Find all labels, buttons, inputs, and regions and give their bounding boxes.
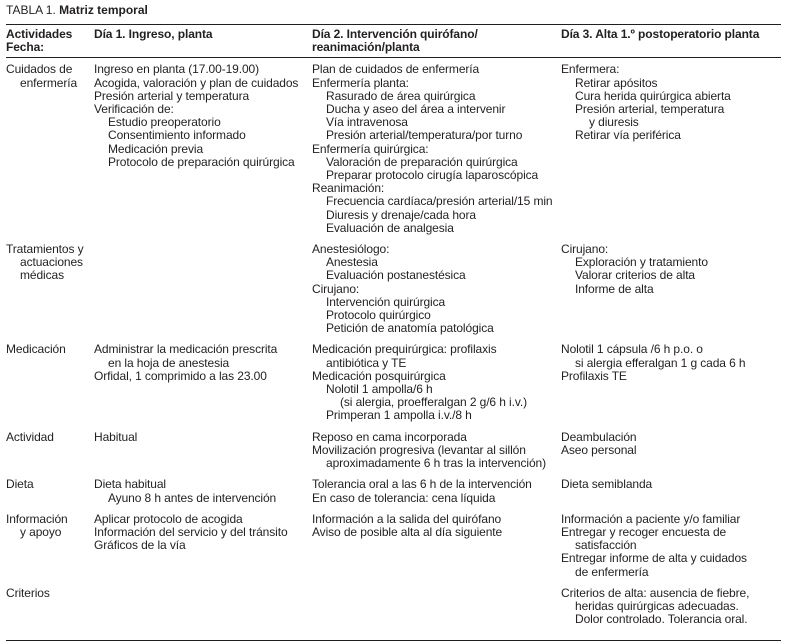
cell-line: Información a paciente y/o familiar — [561, 511, 741, 526]
cell-line: Retirar vía periférica — [575, 128, 681, 143]
cell-line: Acogida, valoración y plan de cuidados — [94, 75, 299, 90]
cell-line: Exploración y tratamiento — [575, 255, 708, 270]
cell-line: Reanimación: — [312, 181, 385, 196]
cell-line: Ingreso en planta (17.00-19.00) — [94, 62, 260, 77]
table-row — [6, 343, 781, 430]
table-caption-label: TABLA 1. — [6, 3, 56, 17]
cell-line: Protocolo de preparación quirúrgica — [108, 154, 295, 169]
cell-line: Intervención quirúrgica — [326, 294, 446, 309]
cell-line: Medicación previa — [108, 141, 204, 156]
cell-line: antibiótica y TE — [326, 355, 407, 370]
header-day1 — [94, 25, 312, 54]
cell-line: Entregar informe de alta y cuidados — [561, 551, 747, 566]
day1-cell — [94, 587, 312, 635]
cell-line: Tolerancia oral a las 6 h de la intervención — [312, 477, 532, 492]
cell-line: Ducha y aseo del área a intervenir — [326, 102, 506, 117]
cell-line: Movilización progresiva (levantar al sillón — [312, 442, 526, 457]
day3-cell — [561, 513, 781, 587]
table-caption — [6, 3, 781, 19]
cell-line: Petición de anatomía patológica — [326, 321, 494, 336]
activity-cell — [6, 243, 94, 343]
cell-line: Ayuno 8 h antes de intervención — [108, 490, 277, 505]
activity-cell — [6, 513, 94, 587]
cell-line: Preparar protocolo cirugía laparoscópica — [326, 168, 539, 183]
cell-line: Protocolo quirúrgico — [326, 308, 431, 323]
activity-cell — [6, 343, 94, 430]
table-row — [6, 513, 781, 587]
day3-cell — [561, 243, 781, 343]
cell-line: Aplicar protocolo de acogida — [94, 511, 243, 526]
header-line: Fecha: — [6, 40, 45, 55]
cell-line: Aviso de posible alta al día siguiente — [312, 524, 503, 539]
cell-line: y diuresis — [589, 115, 639, 130]
header-line: Día 2. Intervención quirófano/ — [312, 27, 478, 41]
activity-label-line: enfermería — [20, 75, 78, 90]
cell-line: Consentimiento informado — [108, 128, 246, 143]
cell-line: Información del servicio y del tránsito — [94, 524, 288, 539]
day2-cell — [312, 431, 561, 479]
cell-line: Dieta semiblanda — [561, 477, 653, 492]
activity-cell — [6, 431, 94, 479]
cell-line: Reposo en cama incorporada — [312, 429, 467, 444]
cell-line: Cirujano: — [561, 242, 609, 257]
header-day3 — [561, 25, 781, 54]
cell-line: Cura herida quirúrgica abierta — [575, 88, 731, 103]
header-line: Día 3. Alta 1.º postoperatorio planta — [561, 27, 760, 41]
cell-line: Medicación prequirúrgica: profilaxis — [312, 342, 497, 357]
cell-line: Retirar apósitos — [575, 75, 658, 90]
activity-label-line: Medicación — [6, 342, 66, 357]
table-body — [6, 58, 781, 634]
day2-cell — [312, 587, 561, 635]
day2-cell — [312, 478, 561, 512]
activity-cell — [6, 478, 94, 512]
cell-line: Dieta habitual — [94, 477, 166, 492]
day1-cell — [94, 431, 312, 479]
day2-cell — [312, 243, 561, 343]
cell-line: Evaluación postanestésica — [326, 268, 466, 283]
document — [6, 3, 781, 641]
table-row — [6, 243, 781, 343]
activity-label-line: Información — [6, 511, 68, 526]
matrix-table — [6, 25, 781, 54]
activity-label-line: y apoyo — [20, 524, 62, 539]
header-activities — [6, 25, 94, 54]
day3-cell — [561, 343, 781, 430]
cell-line: Presión arterial y temperatura — [94, 88, 250, 103]
cell-line: Presión arterial, temperatura — [575, 102, 725, 117]
cell-line: (si alergia, proefferalgan 2 g/6 h i.v.) — [340, 395, 527, 410]
cell-line: Criterios de alta: ausencia de fiebre, — [561, 585, 750, 600]
activity-label-line: Tratamientos y — [6, 242, 84, 257]
header-row — [6, 25, 781, 54]
cell-line: Frecuencia cardíaca/presión arterial/15 min — [326, 194, 553, 209]
cell-line: si alergia efferalgan 1 g cada 6 h — [575, 355, 746, 370]
day1-cell — [94, 478, 312, 512]
cell-line: Rasurado de área quirúrgica — [326, 88, 476, 103]
cell-line: Enfermería planta: — [312, 75, 409, 90]
cell-line: Enfermera: — [561, 62, 620, 77]
table-row — [6, 478, 781, 512]
header-line: Día 1. Ingreso, planta — [94, 27, 213, 41]
activity-cell — [6, 58, 94, 243]
day2-cell — [312, 343, 561, 430]
cell-line: heridas quirúrgicas adecuadas. — [575, 598, 739, 613]
cell-line: Anestesiólogo: — [312, 242, 390, 257]
cell-line: Cirujano: — [312, 281, 360, 296]
day1-cell — [94, 243, 312, 343]
day3-cell — [561, 587, 781, 635]
cell-line: Orfidal, 1 comprimido a las 23.00 — [94, 368, 267, 383]
cell-line: Valorar criterios de alta — [575, 268, 695, 283]
table-row — [6, 58, 781, 243]
activity-label-line: Actividad — [6, 429, 54, 444]
activity-cell — [6, 587, 94, 635]
day1-cell — [94, 58, 312, 243]
header-day2 — [312, 25, 561, 54]
day1-cell — [94, 513, 312, 587]
activity-label-line: médicas — [20, 268, 64, 283]
cell-line: Evaluación de analgesia — [326, 220, 454, 235]
cell-line: Valoración de preparación quirúrgica — [326, 154, 518, 169]
cell-line: Deambulación — [561, 429, 637, 444]
table-row — [6, 587, 781, 635]
cell-line: Administrar la medicación prescrita — [94, 342, 278, 357]
cell-line: Nolotil 1 cápsula /6 h p.o. o — [561, 342, 703, 357]
cell-line: Profilaxis TE — [561, 368, 627, 383]
cell-line: Medicación posquirúrgica — [312, 368, 446, 383]
cell-line: Plan de cuidados de enfermería — [312, 62, 480, 77]
cell-line: satisfacción — [575, 538, 637, 553]
cell-line: en la hoja de anestesia — [108, 355, 230, 370]
cell-line: Primperan 1 ampolla i.v./8 h — [326, 408, 472, 423]
matrix-table-body — [6, 58, 781, 634]
cell-line: Habitual — [94, 429, 138, 444]
cell-line: Gráficos de la vía — [94, 538, 186, 553]
cell-line: Verificación de: — [94, 102, 174, 117]
day2-cell — [312, 513, 561, 587]
day3-cell — [561, 478, 781, 512]
cell-line: Vía intravenosa — [326, 115, 408, 130]
activity-label-line: actuaciones — [20, 255, 83, 270]
cell-line: de enfermería — [575, 564, 649, 579]
table-head — [6, 25, 781, 54]
day1-cell — [94, 343, 312, 430]
day3-cell — [561, 58, 781, 243]
cell-line: Entregar y recoger encuesta de — [561, 524, 727, 539]
activity-label-line: Criterios — [6, 585, 50, 600]
cell-line: Informe de alta — [575, 281, 654, 296]
cell-line: Dolor controlado. Tolerancia oral. — [575, 612, 748, 627]
table-caption-title: Matriz temporal — [59, 3, 148, 17]
cell-line: Presión arterial/temperatura/por turno — [326, 128, 523, 143]
cell-line: Diuresis y drenaje/cada hora — [326, 207, 476, 222]
activity-label-line: Cuidados de — [6, 62, 73, 77]
cell-line: En caso de tolerancia: cena líquida — [312, 490, 496, 505]
cell-line: Anestesia — [326, 255, 378, 270]
cell-line: Nolotil 1 ampolla/6 h — [326, 382, 433, 397]
table-row — [6, 431, 781, 479]
cell-line: aproximadamente 6 h tras la intervención) — [326, 456, 547, 471]
cell-line: Aseo personal — [561, 442, 637, 457]
cell-line: Estudio preoperatorio — [108, 115, 221, 130]
cell-line: Enfermería quirúrgica: — [312, 141, 429, 156]
day3-cell — [561, 431, 781, 479]
activity-label-line: Dieta — [6, 477, 34, 492]
day2-cell — [312, 58, 561, 243]
header-line: reanimación/planta — [312, 40, 420, 55]
cell-line: Información a la salida del quirófano — [312, 511, 502, 526]
header-line: Actividades — [6, 27, 73, 41]
